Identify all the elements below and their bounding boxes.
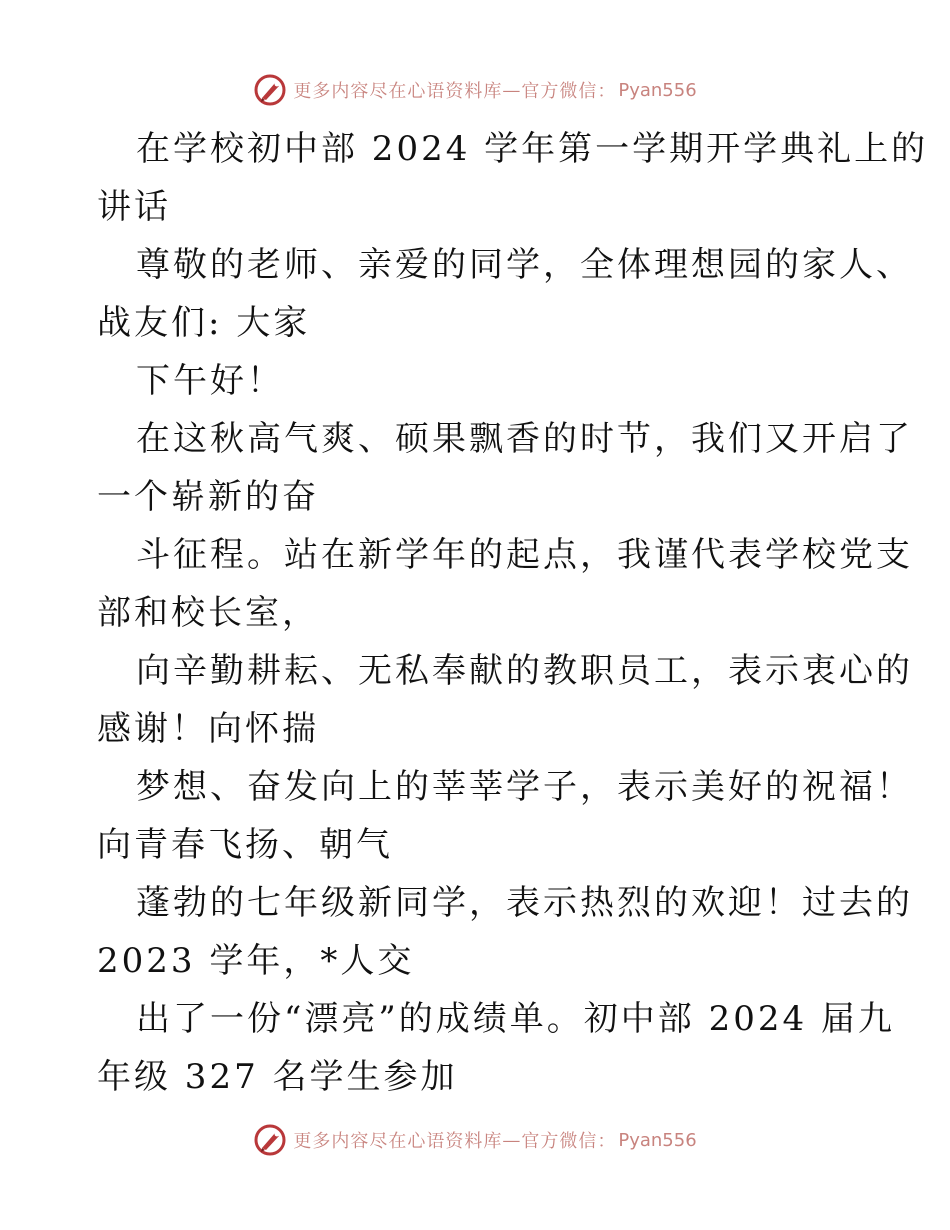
watermark-dash: — <box>502 79 522 101</box>
text-line: 蓬勃的七年级新同学，表示热烈的欢迎！过去的 <box>136 883 913 923</box>
watermark-label: 官方微信： <box>521 81 617 102</box>
text-line: 下午好！ <box>136 361 284 401</box>
watermark-content <box>253 1123 696 1157</box>
text-line: 斗征程。站在新学年的起点，我谨代表学校党支 <box>136 535 913 575</box>
pen-logo-icon <box>253 73 287 107</box>
pen-logo-icon <box>253 1123 287 1157</box>
text-line: 年级 327 名学生参加 <box>97 1057 458 1097</box>
text-line: 战友们: 大家 <box>97 303 311 343</box>
text-line: 2023 学年，*人交 <box>97 941 415 981</box>
text-line: 向青春飞扬、朝气 <box>97 825 393 865</box>
text-line: 一个崭新的奋 <box>97 477 319 517</box>
watermark-content <box>253 73 696 107</box>
watermark-text: 更多内容尽在心语资料库 <box>293 81 503 102</box>
header-watermark <box>0 70 950 110</box>
document-body <box>97 120 929 1106</box>
watermark-id: Pyan556 <box>618 1129 697 1151</box>
watermark-dash: — <box>502 1129 522 1151</box>
watermark-label: 官方微信： <box>521 1131 617 1152</box>
text-line: 出了一份“漂亮”的成绩单。初中部 2024 届九 <box>136 999 895 1039</box>
text-line: 感谢！向怀揣 <box>97 709 319 749</box>
text-line: 向辛勤耕耘、无私奉献的教职员工，表示衷心的 <box>136 651 913 691</box>
text-line: 在学校初中部 2024 学年第一学期开学典礼上的 <box>136 129 929 169</box>
text-line: 梦想、奋发向上的莘莘学子，表示美好的祝福！ <box>136 767 913 807</box>
text-line: 部和校长室， <box>97 593 319 633</box>
text-line: 讲话 <box>97 187 171 227</box>
watermark-text: 更多内容尽在心语资料库 <box>293 1131 503 1152</box>
watermark-id: Pyan556 <box>618 79 697 101</box>
text-line: 尊敬的老师、亲爱的同学，全体理想园的家人、 <box>136 245 913 285</box>
footer-watermark <box>0 1120 950 1160</box>
text-line: 在这秋高气爽、硕果飘香的时节，我们又开启了 <box>136 419 913 459</box>
